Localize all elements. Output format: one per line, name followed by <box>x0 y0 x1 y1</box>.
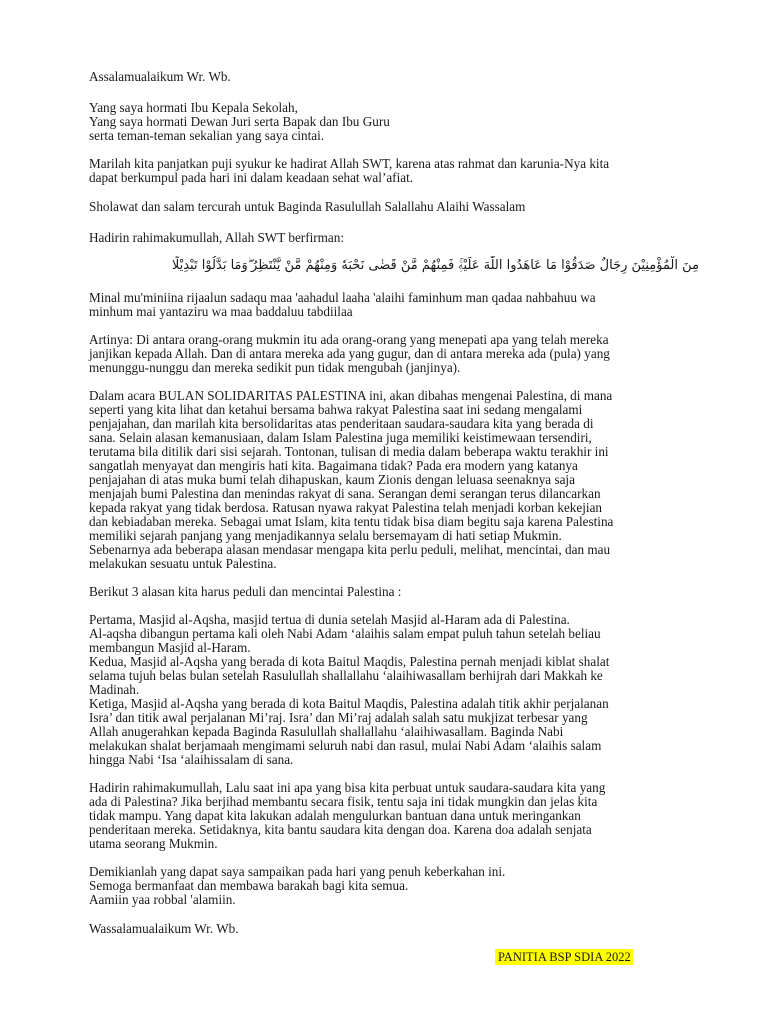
list-item-line: Ketiga, Masjid al-Aqsha yang berada di kota Baitul Maqdis, Palestina adalah titik akhir perjalanan <box>89 696 609 711</box>
salutation-line: Yang saya hormati Dewan Juri serta Bapak dan Ibu Guru <box>89 114 390 129</box>
arabic-verse: مِنَ الْمُؤْمِنِيْنَ رِجَالٌ صَدَقُوْا مَا عَاهَدُوا اللّٰهَ عَلَيْهِۚ فَمِنْهُمْ مَّنْ قَضٰى نَحْبَهٗ وَمِنْهُمْ مَّنْ يَّنْتَظِرُ ۖوَمَا بَدَّلُوْا تَبْدِيْلًا <box>171 258 699 273</box>
transliteration-line: Minal mu'miniina rijaalun sadaqu maa 'aahadul laaha 'alaihi faminhum man qadaa nahbahuu wa <box>89 290 596 305</box>
paragraph-line: melakukan sesuatu untuk Palestina. <box>89 556 277 571</box>
opening-greeting: Assalamualaikum Wr. Wb. <box>89 69 231 84</box>
paragraph-line: sangatlah menyayat dan mengiris hati kita. Bagaimana tidak? Pada era modern yang katanya <box>89 458 578 473</box>
paragraph-line: terutama bila ditilik dari sisi sejarah. Tontonan, tulisan di media dalam beberapa waktu terakhir ini <box>89 444 609 459</box>
paragraph-line: Sholawat dan salam tercurah untuk Baginda Rasulullah Salallahu Alaihi Wassalam <box>89 199 526 214</box>
salutation-line: Yang saya hormati Ibu Kepala Sekolah, <box>89 100 298 115</box>
list-item-line: hingga Nabi ‘Isa ‘alaihissalam di sana. <box>89 752 294 767</box>
paragraph-line: Dalam acara BULAN SOLIDARITAS PALESTINA ini, akan dibahas mengenai Palestina, di mana <box>89 388 613 403</box>
list-item-line: Isra’ dan titik awal perjalanan Mi’raj. Isra’ dan Mi’raj adalah salah satu mukjizat terbesar yang <box>89 710 588 725</box>
paragraph-line: menjajah bumi Palestina dan menindas rakyat di sana. Serangan demi serangan terus dilancarkan <box>89 486 601 501</box>
translation-line: janjikan kepada Allah. Dan di antara mereka ada yang gugur, dan di antara mereka ada (pula) yang <box>89 346 610 361</box>
closing-line: Semoga bermanfaat dan membawa barakah bagi kita semua. <box>89 878 409 893</box>
paragraph-line: kepada rakyat yang tidak berdosa. Ratusan nyawa rakyat Palestina telah menjadi korban kekejian <box>89 500 603 515</box>
closing-greeting: Wassalamualaikum Wr. Wb. <box>89 921 239 936</box>
translation-line: menunggu-nunggu dan mereka sedikit pun tidak mengubah (janjinya). <box>89 360 461 375</box>
paragraph-line: penjajahan di atas muka bumi telah dihapuskan, kaum Zionis dengan leluasa seenaknya saja <box>89 472 575 487</box>
paragraph-line: penderitaan mereka. Setidaknya, kita bantu saudara kita dengan doa. Karena doa adalah senjata <box>89 822 592 837</box>
closing-line: Aamiin yaa robbal 'alamiin. <box>89 892 236 907</box>
paragraph-line: Marilah kita panjatkan puji syukur ke hadirat Allah SWT, karena atas rahmat dan karunia-Nya kita <box>89 156 610 171</box>
paragraph-line: Hadirin rahimakumullah, Lalu saat ini apa yang bisa kita perbuat untuk saudara-saudara kita yang <box>89 780 606 795</box>
closing-line: Demikianlah yang dapat saya sampaikan pada hari yang penuh keberkahan ini. <box>89 864 506 879</box>
committee-label: PANITIA BSP SDIA 2022 <box>495 949 633 965</box>
paragraph-line: Sebenarnya ada beberapa alasan mendasar mengapa kita perlu peduli, melihat, mencintai, dan mau <box>89 542 611 557</box>
paragraph-line: penjajahan, dan marilah kita bersolidaritas atas penderitaan saudara-saudara kita yang berada di <box>89 416 594 431</box>
list-item-line: melakukan shalat berjamaah mengimami seluruh nabi dan rasul, mulai Nabi Adam ‘alaihis salam <box>89 738 602 753</box>
list-item-line: Pertama, Masjid al-Aqsha, masjid tertua di dunia setelah Masjid al-Haram ada di Palestina. <box>89 612 570 627</box>
paragraph-line: ada di Palestina? Jika berjihad membantu secara fisik, tentu saja ini tidak mungkin dan jelas kita <box>89 794 598 809</box>
list-item-line: selama tujuh belas bulan setelah Rasulullah shallallahu ‘alaihiwasallam berhijrah dari Makkah ke <box>89 668 603 683</box>
paragraph-line: seperti yang kita lihat dan ketahui bersama bahwa rakyat Palestina saat ini sedang mengalami <box>89 402 583 417</box>
paragraph-line: memiliki sejarah panjang yang menjadikannya selalu bersemayam di hati setiap Mukmin. <box>89 528 562 543</box>
paragraph-line: utama seorang Mukmin. <box>89 836 218 851</box>
paragraph-line: Hadirin rahimakumullah, Allah SWT berfirman: <box>89 230 345 245</box>
list-intro: Berikut 3 alasan kita harus peduli dan mencintai Palestina : <box>89 584 402 599</box>
paragraph-line: dapat berkumpul pada hari ini dalam keadaan sehat wal’afiat. <box>89 170 414 185</box>
list-item-line: Kedua, Masjid al-Aqsha yang berada di kota Baitul Maqdis, Palestina pernah menjadi kiblat shalat <box>89 654 610 669</box>
paragraph-line: dan kebiadaban mereka. Sebagai umat Islam, kita tentu tidak bisa diam begitu saja karena Palestina <box>89 514 614 529</box>
transliteration-line: minhum mai yantaziru wa maa baddaluu tabdiilaa <box>89 304 353 319</box>
list-item-line: Al-aqsha dibangun pertama kali oleh Nabi Adam ‘alaihis salam empat puluh tahun setelah beliau <box>89 626 601 641</box>
salutation-line: serta teman-teman sekalian yang saya cintai. <box>89 128 325 143</box>
list-item-line: Madinah. <box>89 682 140 697</box>
list-item-line: Allah anugerahkan kepada Baginda Rasulullah shallallahu ‘alaihiwasallam. Baginda Nabi <box>89 724 564 739</box>
paragraph-line: tidak mampu. Yang dapat kita lakukan adalah mengulurkan bantuan dana untuk meringankan <box>89 808 581 823</box>
translation-line: Artinya: Di antara orang-orang mukmin itu ada orang-orang yang menepati apa yang telah mereka <box>89 332 609 347</box>
list-item-line: membangun Masjid al-Haram. <box>89 640 251 655</box>
paragraph-line: sana. Selain alasan kemanusiaan, dalam Islam Palestina juga memiliki keistimewaan tersendiri, <box>89 430 592 445</box>
